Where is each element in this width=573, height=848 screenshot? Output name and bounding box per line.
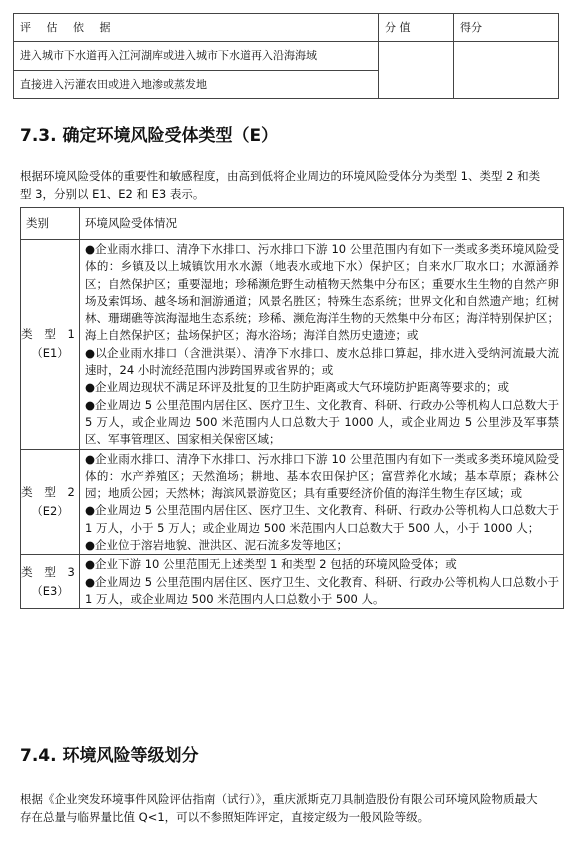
type-code: （E3） [31, 583, 69, 598]
header-category: 类别 [21, 208, 80, 240]
table-row [14, 42, 559, 71]
type-name: 类 型 3 [21, 564, 79, 579]
type-cell-e1 [21, 240, 80, 450]
type-cell-e3 [21, 555, 80, 609]
situation-cell-e1 [80, 240, 564, 450]
type-name: 类 型 1 [21, 327, 79, 342]
section-7-3-title: 7.3. 确定环境风险受体类型（E） [20, 126, 279, 146]
situation-cell-e3 [80, 555, 564, 609]
type-code: （E2） [31, 503, 69, 518]
type-name: 类 型 2 [21, 484, 79, 499]
section-7-3-intro: 根据环境风险受体的重要性和敏感程度，由高到低将企业周边的环境风险受体分为类型 1、类型 2 和类型 3，分别以 E1、E2 和 E3 表示。 [20, 169, 541, 201]
table-row-e2 [21, 449, 564, 555]
type-code: （E1） [31, 346, 69, 361]
header-situation: 环境风险受体情况 [80, 208, 564, 240]
header-basis: 评 估 依 据 [14, 14, 379, 42]
section-7-4-text: 根据《企业突发环境事件风险评估指南（试行）》，重庆派斯克刀具制造股份有限公司环境风险物质最大存在总量与临界量比值 Q<1，可以不参照矩阵评定，直接定级为一般风险等级。 [20, 792, 538, 824]
list-item: ●企业位于溶岩地貌、泄洪区、泥石流多发等地区； [85, 538, 349, 553]
table-header-row [21, 208, 564, 240]
type-cell-e2 [21, 449, 80, 555]
header-obtained: 得分 [454, 14, 559, 42]
table-header-row [14, 14, 559, 42]
basis-row-1: 进入城市下水道再入江河湖库或进入城市下水道再入沿海海域 [14, 42, 379, 71]
basis-row-2: 直接进入污灌农田或进入地渗或蒸发地 [14, 71, 379, 99]
list-item: ●企业周边 5 公里范围内居住区、医疗卫生、文化教育、科研、行政办公等机构人口总数小于 1 万人，或企业周边 500 米范围内人口总数小于 500 人。 [85, 574, 559, 606]
section-7-4-title: 7.4. 环境风险等级划分 [20, 746, 199, 766]
score-cell [379, 42, 454, 99]
list-item: ●以企业雨水排口（含泄洪渠）、清净下水排口、废水总排口算起，排水进入受纳河流最大流速时，24 小时流经范围内涉跨国界或省界的；或 [85, 345, 559, 378]
situation-cell-e2 [80, 449, 564, 555]
list-item: ●企业雨水排口、清净下水排口、污水排口下游 10 公里范围内有如下一类或多类环境风险受体的：水产养殖区；天然渔场；耕地、基本农田保护区；富营养化水域；基本草原；森林公园；地质公园；天然林；海滨风景游览区；具有重要经济价值的海洋生物生存区域；或 [85, 451, 559, 501]
list-item: ●企业下游 10 公里范围无上述类型 1 和类型 2 包括的环境风险受体；或 [85, 557, 457, 572]
list-item: ●企业周边现状不满足环评及批复的卫生防护距离或大气环境防护距离等要求的；或 [85, 380, 510, 395]
table-row-e1 [21, 240, 564, 450]
list-item: ●企业雨水排口、清净下水排口、污水排口下游 10 公里范围内有如下一类或多类环境风险受体的：乡镇及以上城镇饮用水水源（地表水或地下水）保护区；自来水厂取水口；水源涵养区；自然保护区；重要湿地；珍稀濒危野生动植物天然集中分布区；重要水生生物的自然产卵场及索饵场、越冬场和洄游通道；风景名胜区；特殊生态系统；世界文化和自然遗产地；红树林、珊瑚礁等滨海湿地生态系统；珍稀、濒危海洋生物的天然集中分布区；海洋特别保护区；海上自然保护区；盐场保护区；海水浴场；海洋自然历史遗迹；或 [85, 242, 559, 343]
risk-receptor-table [20, 207, 564, 609]
assessment-basis-table [13, 13, 559, 99]
obtained-cell [454, 42, 559, 99]
table-row-e3 [21, 555, 564, 609]
list-item: ●企业周边 5 公里范围内居住区、医疗卫生、文化教育、科研、行政办公等机构人口总数大于 5 万人，或企业周边 500 米范围内人口总数大于 1000 人，或企业周边 5 公里涉及军事禁区、军事管理区、国家相关保密区域； [85, 397, 559, 447]
list-item: ●企业周边 5 公里范围内居住区、医疗卫生、文化教育、科研、行政办公等机构人口总数大于 1 万人，小于 5 万人；或企业周边 500 米范围内人口总数大于 500 人，小于 1000 人； [85, 503, 559, 535]
header-score: 分 值 [379, 14, 454, 42]
